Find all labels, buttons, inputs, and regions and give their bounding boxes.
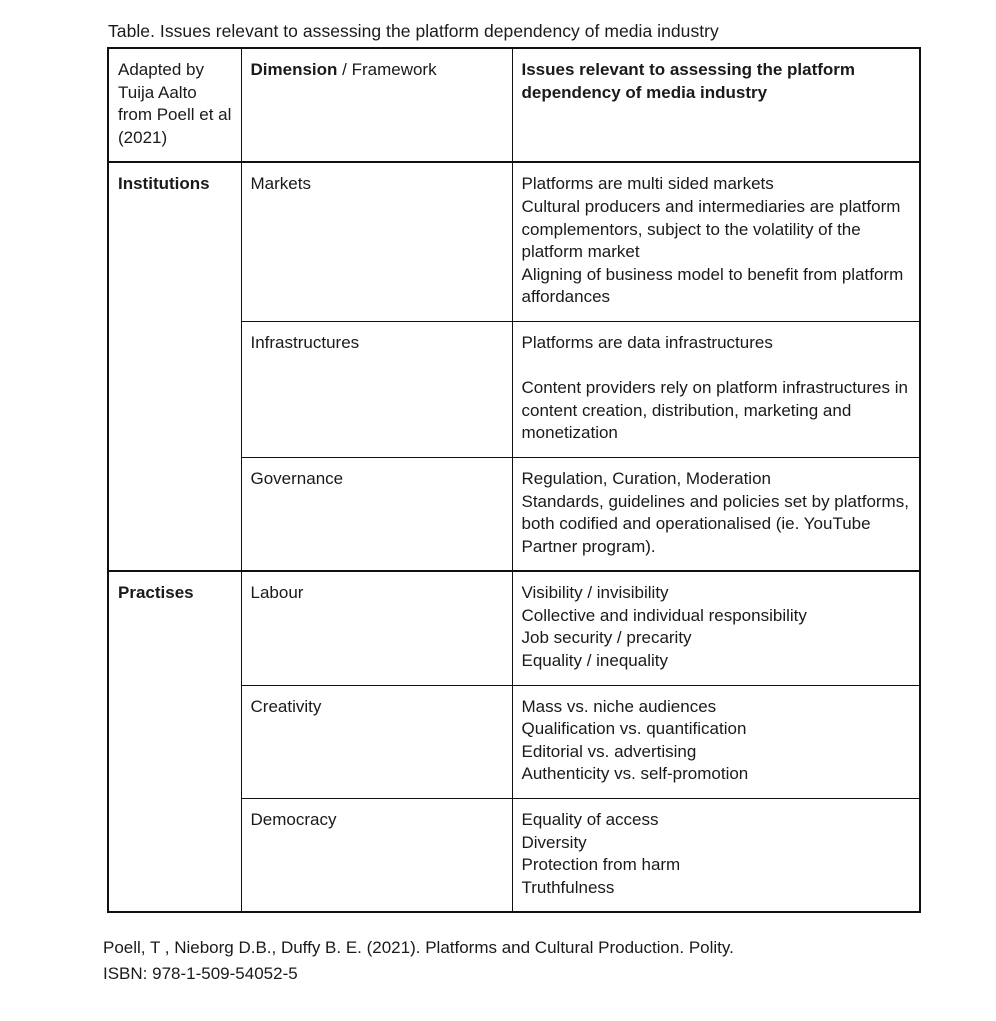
issues-democracy [512,799,920,913]
issue-line: Editorial vs. advertising [521,741,697,761]
issue-line: Collective and individual responsibility [521,605,807,625]
source-citation [103,935,996,987]
group-label-institutions: Institutions [108,162,241,571]
issue-line: Cultural producers and intermediaries are platform complementors, subject to the volatility of the platform market [521,196,901,262]
issue-line: Diversity [521,832,587,852]
issues-labour [512,571,920,685]
issue-line: Truthfulness [521,877,615,897]
issues-creativity [512,685,920,798]
issue-line-spacer [522,355,911,378]
platform-dependency-table [107,47,921,913]
header-dimension-rest: / Framework [337,60,437,79]
group-label-practises: Practises [108,571,241,912]
issue-line: Visibility / invisibility [521,583,669,603]
issue-line: Platforms are data infrastructures [521,332,773,352]
table-caption: Table. Issues relevant to assessing the platform dependency of media industry [108,21,719,41]
issue-line: Equality of access [521,810,659,830]
issue-line: Protection from harm [521,855,681,875]
issue-line: Job security / precarity [521,628,692,648]
issues-markets [512,162,920,321]
header-issues: Issues relevant to assessing the platform dependency of media industry [512,48,920,162]
issue-line: Standards, guidelines and policies set by platforms, both codified and operationalised (ie. YouTube Partner program). [521,491,909,556]
dimension-markets: Markets [241,162,512,321]
issue-line: Content providers rely on platform infrastructures in content creation, distribution, marketing and monetization [521,378,908,443]
issue-line: Regulation, Curation, Moderation [521,468,771,488]
table-header-row [108,48,920,162]
isbn-line: ISBN: 978-1-509-54052-5 [103,964,298,984]
dimension-labour: Labour [241,571,512,685]
table-row [108,571,920,685]
table-row [108,162,920,321]
header-dimension-bold: Dimension [250,60,338,79]
issue-line: Platforms are multi sided markets [521,174,774,194]
dimension-infrastructures: Infrastructures [241,321,512,457]
header-dimension [241,48,512,162]
issues-infrastructures [512,321,920,457]
issue-line: Mass vs. niche audiences [521,696,717,716]
issue-line: Qualification vs. quantification [521,719,747,739]
issue-line: Aligning of business model to benefit from platform affordances [521,264,904,307]
issue-line: Authenticity vs. self-promotion [521,764,749,784]
dimension-creativity: Creativity [241,685,512,798]
dimension-democracy: Democracy [241,799,512,913]
issue-line: Equality / inequality [521,651,668,671]
issues-governance [512,457,920,571]
citation-line: Poell, T , Nieborg D.B., Duffy B. E. (2021). Platforms and Cultural Production. Polity. [103,938,734,958]
dimension-governance: Governance [241,457,512,571]
header-source-note: Adapted by Tuija Aalto from Poell et al (2021) [108,48,241,162]
